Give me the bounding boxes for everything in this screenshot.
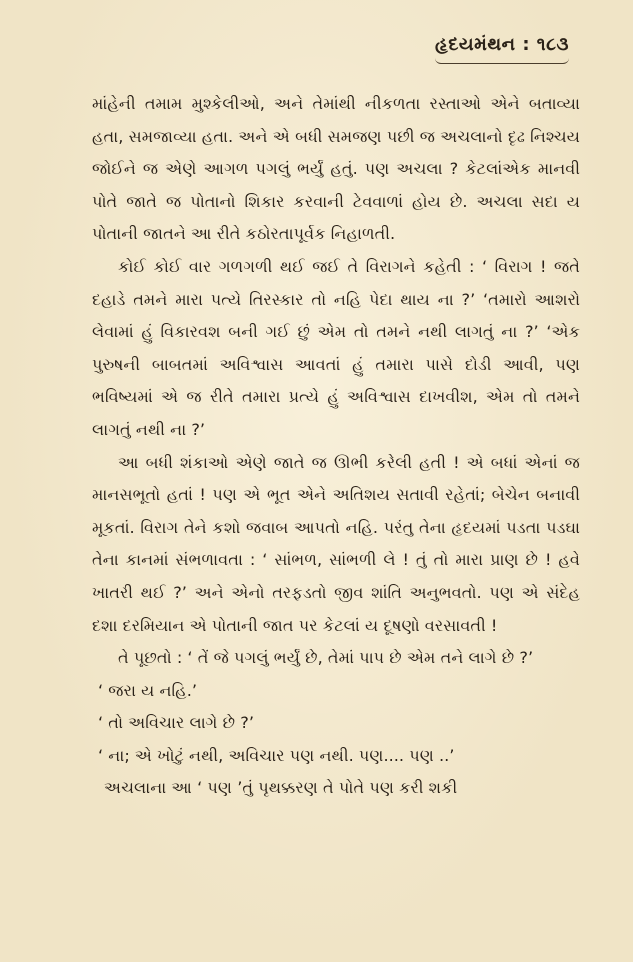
paragraph-4: તે પૂછતો : ‘ તેં જે પગલું ભર્યું છે, તેમાં પાપ છે એમ તને લાગે છે ?’ xyxy=(118,648,534,668)
dialog-line-1: ‘ જરા ય નહિ.’ xyxy=(98,680,198,700)
paragraph-2: કોઈ કોઈ વાર ગળગળી થઈ જઈ તે વિરાગને કહેતી : ‘ વિરાગ ! જતે દહાડે તમને મારા પત્યે તિરસ્કાર તો નહિ પેદા થાય ના ?’ ‘તમારો આશરો લેવામાં હું વિકારવશ બની ગઈ છું એમ તો તમને નથી લાગતું ના ?’ ‘એક પુરુષની બાબતમાં અવિશ્વાસ આવતાં હું તમારા પાસે દોડી આવી, પણ ભવિષ્યમાં એ જ રીતે તમારા પ્રત્યે હું અવિશ્વાસ દાખવીશ, એમ તો તમને લાગતું નથી ના ?’ xyxy=(92,256,580,439)
paragraph-final: અચલાના આ ‘ પણ ’તું પૃથક્કરણ તે પોતે પણ કરી શકી xyxy=(104,778,458,798)
paragraph-3: આ બધી શંકાઓ એણે જાતે જ ઊભી કરેલી હતી ! એ બધાં એનાં જ માનસભૂતો હતાં ! પણ એ ભૂત એને અતિશય સતાવી રહેતાં; બેચેન બનાવી મૂકતાં. વિરાગ તેને કશો જવાબ આપતો નહિ. પરંતુ તેના હૃદયમાં પડતા પડઘા તેના કાનમાં સંભળાવતા : ‘ સાંભળ, સાંભળી લે ! તું તો મારા પ્રાણ છે ! હવે ખાતરી થઈ ?’ અને એનો તરફડતો જીવ શાંતિ અનુભવતો. પણ એ સંદેહ દશા દરમિયાન એ પોતાની જાત પર કેટલાં ય દૂષણો વરસાવતી ! xyxy=(92,452,580,635)
running-header xyxy=(435,34,569,64)
header-flourish xyxy=(435,57,569,64)
dialog-line-3: ‘ ના; એ ખોટું નથી, અવિચાર પણ નથી. પણ.... પણ ..’ xyxy=(98,745,455,765)
dialog-line-2: ‘ તો અવિચાર લાગે છે ?’ xyxy=(98,713,255,733)
page-body xyxy=(92,88,580,805)
running-title: હૃદયમંથન : ૧૮૩ xyxy=(435,34,569,55)
paragraph-1: માંહેની તમામ મુશ્કેલીઓ, અને તેમાંથી નીકળતા રસ્તાઓ એને બતાવ્યા હતા, સમજાવ્યા હતા. અને એ બધી સમજણ પછી જ અચલાનો દૃઢ નિશ્ચય જોઈને જ એણે આગળ પગલું ભર્યું હતું. પણ અચલા ? કેટલાંએક માનવી પોતે જાતે જ પોતાનો શિકાર કરવાની ટેવવાળાં હોય છે. અચલા સદા ય પોતાની જાતને આ રીતે કઠોરતાપૂર્વક નિહાળતી. xyxy=(92,94,580,244)
